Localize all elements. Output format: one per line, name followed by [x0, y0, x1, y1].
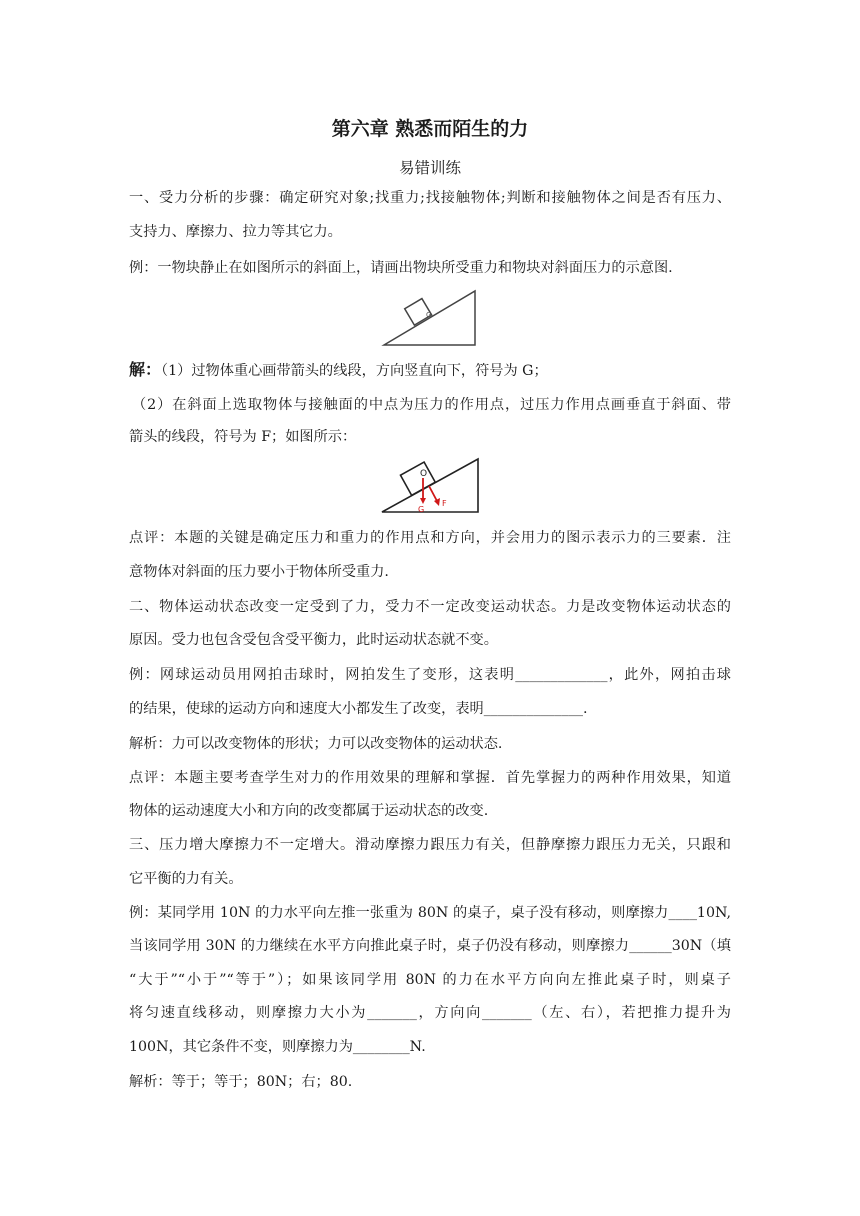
section2-analysis: 解析：力可以改变物体的形状；力可以改变物体的运动状态. — [129, 736, 503, 752]
solution-text: （1）过物体重心画带箭头的线段，方向竖直向下，符号为 G； — [161, 363, 548, 379]
section2-comment-line2: 物体的运动速度大小和方向的改变都属于运动状态的改变. — [129, 803, 489, 819]
section2-comment-line1: 点评：本题主要考查学生对力的作用效果的理解和掌握．首先掌握力的两种作用效果，知道 — [129, 770, 731, 786]
section3-example-line3: “大于”“小于”“等于”）；如果该同学用 80N 的力在水平方向向左推此桌子时，则桌子 — [129, 972, 731, 988]
section3-analysis: 解析：等于；等于；80N；右；80. — [129, 1074, 353, 1090]
section1-solution-line3: 箭头的线段，符号为 F；如图所示： — [129, 429, 357, 445]
gravity-arrowhead — [420, 498, 426, 504]
section3-heading-line1: 三、压力增大摩擦力不一定增大。滑动摩擦力跟压力有关，但静摩擦力跟压力无关，只跟和 — [129, 837, 731, 853]
section3-example-line4: 将匀速直线移动，则摩擦力大小为_______，方向向_______（左、右），若把推力提升为 — [129, 1005, 731, 1021]
incline-figure-question — [380, 288, 480, 348]
incline-figure-answer — [380, 456, 482, 516]
block — [400, 462, 435, 495]
section1-comment-line1: 点评：本题的关键是确定压力和重力的作用点和方向，并会用力的图示表示力的三要素．注 — [129, 530, 731, 546]
section1-comment-line2: 意物体对斜面的压力要小于物体所受重力. — [129, 564, 389, 580]
pressure-label: F — [442, 499, 447, 508]
section3-heading-line2: 它平衡的力有关。 — [129, 871, 243, 887]
figure1-label: G — [426, 311, 432, 319]
section1-solution-line2: （2）在斜面上选取物体与接触面的中点为压力的作用点，过压力作用点画垂直于斜面、带 — [132, 397, 731, 413]
chapter-title: 第六章 熟悉而陌生的力 — [331, 118, 529, 140]
section3-example-line5: 100N，其它条件不变，则摩擦力为________N. — [129, 1039, 426, 1055]
center-o-label: O — [420, 469, 428, 479]
section2-heading-line2: 原因。受力也包含受包含受平衡力，此时运动状态就不变。 — [129, 632, 498, 648]
section1-heading-line2: 支持力、摩擦力、拉力等其它力。 — [129, 224, 342, 240]
pressure-arrow-line — [429, 486, 437, 501]
section3-example-line2: 当该同学用 30N 的力继续在水平方向推此桌子时，桌子仍没有移动，则摩擦力______30N（填 — [129, 938, 731, 954]
section2-example-line2: 的结果，使球的运动方向和速度大小都发生了改变，表明______________. — [129, 701, 588, 717]
section1-solution-line1 — [129, 360, 731, 381]
section1-heading-line1: 一、受力分析的步骤：确定研究对象;找重力;找接触物体;判断和接触物体之间是否有压力、 — [129, 190, 731, 206]
section3-example-line1: 例：某同学用 10N 的力水平向左推一张重为 80N 的桌子，桌子没有移动，则摩擦力____10N, — [129, 905, 731, 921]
solution-label: 解： — [129, 360, 162, 379]
section2-example-line1: 例：网球运动员用网拍击球时，网拍发生了变形，这表明_____________，此外，网拍击球 — [129, 667, 731, 683]
gravity-label: G — [418, 505, 425, 514]
section1-example: 例：一物块静止在如图所示的斜面上，请画出物块所受重力和物块对斜面压力的示意图. — [129, 260, 673, 276]
section2-heading-line1: 二、物体运动状态改变一定受到了力，受力不一定改变运动状态。力是改变物体运动状态的 — [129, 599, 731, 615]
section-subtitle: 易错训练 — [398, 159, 461, 177]
